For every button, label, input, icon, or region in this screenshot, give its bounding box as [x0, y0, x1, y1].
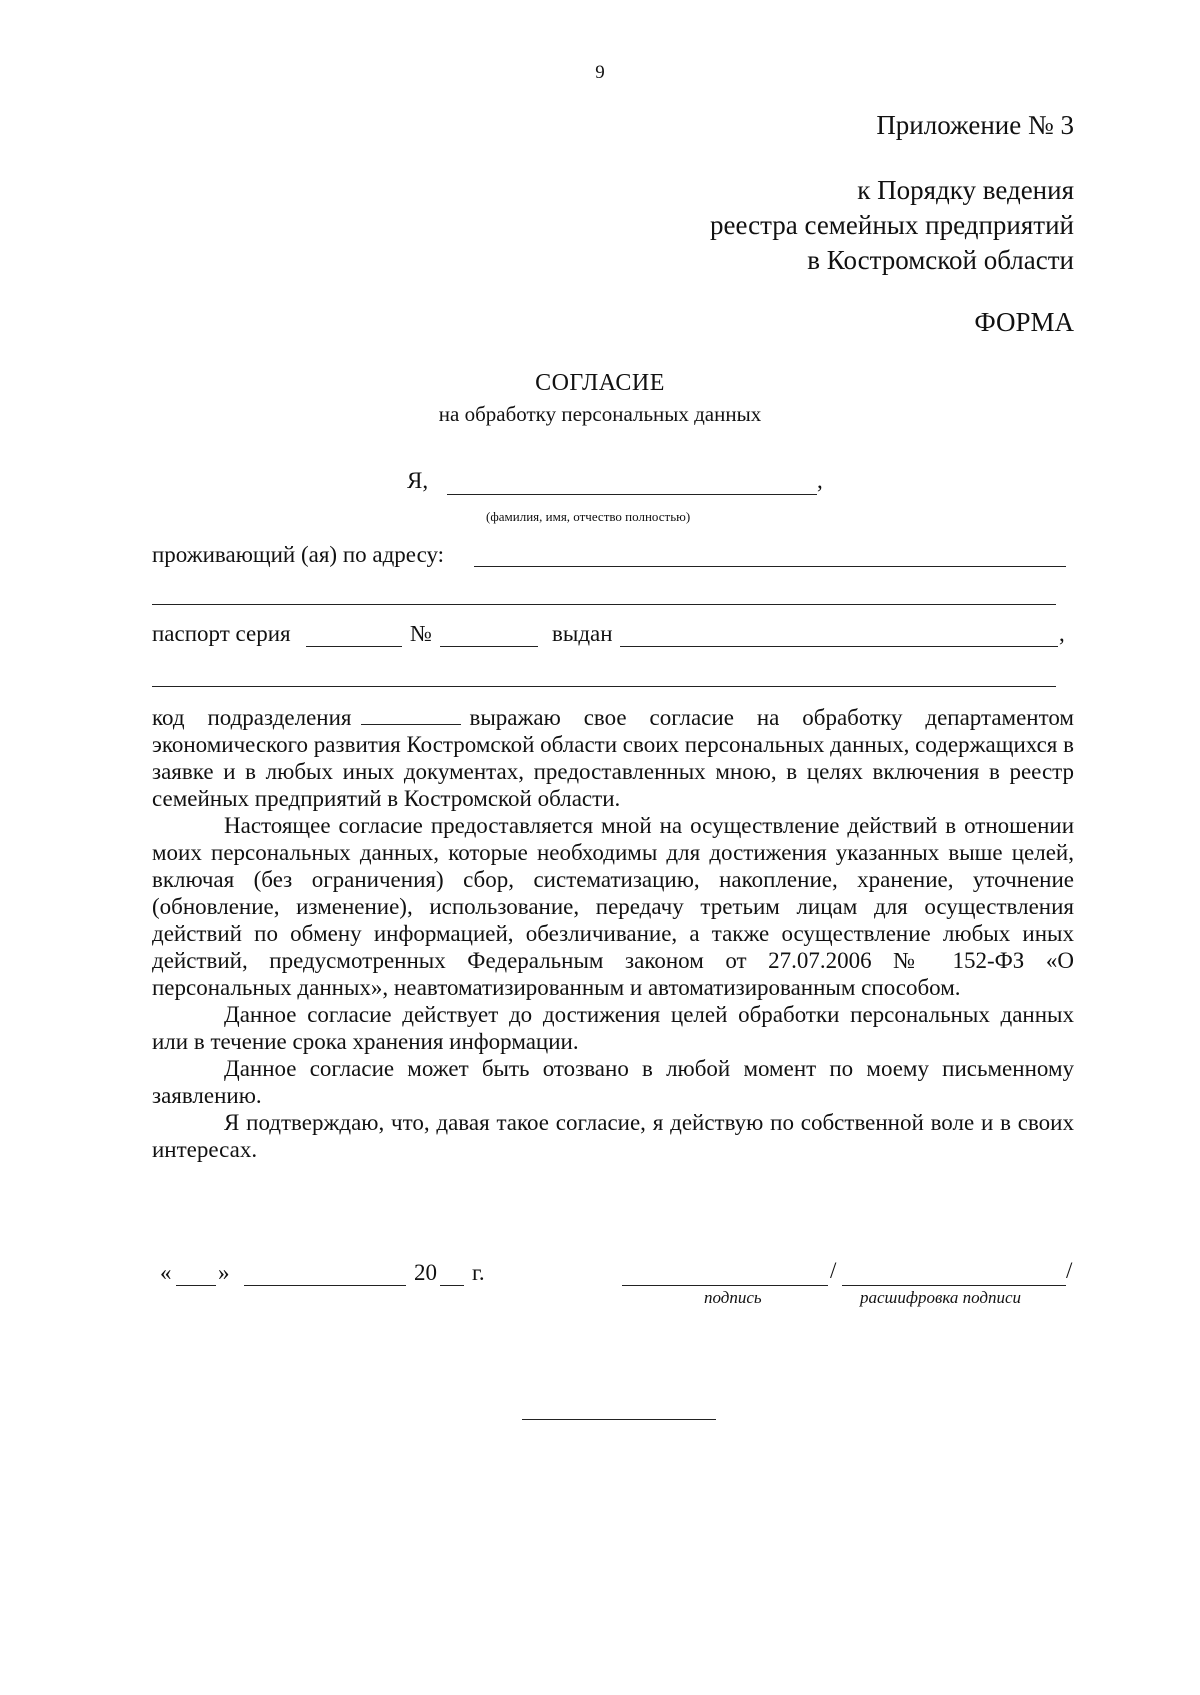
form-label: ФОРМА [974, 307, 1074, 337]
consent-paragraph-5: Я подтверждаю, что, давая такое согласие, я действую по собственной воле и в своих интересах. [152, 1110, 1074, 1162]
passport-issued-by-field[interactable] [620, 646, 1058, 647]
department-code-field[interactable] [361, 723, 461, 725]
consent-paragraph-2: Настоящее согласие предоставляется мной на осуществление действий в отношении моих персональных данных, которые необходимы для достижения указанных выше целей, включая (без ограничения) сбор, систематизацию, накопление, хранение, уточнение (обновление, изменение), использование, передачу третьим лицам для осуществления действий по обмену информацией, обезличивание, а также осуществление любых иных действий, предусмотренных Федеральным законом от 27.07.2006 № 152-ФЗ «О персональных данных», неавтоматизированным и автоматизированным способом. [152, 813, 1074, 1000]
document-subtitle: на обработку персональных данных [438, 402, 762, 426]
signature-decoding-field[interactable] [842, 1285, 1066, 1286]
appendix-reference-line-3: в Костромской области [807, 245, 1074, 275]
signature-field[interactable] [622, 1285, 828, 1286]
consent-paragraph-4: Данное согласие может быть отозвано в любой момент по моему письменному заявлению. [152, 1056, 1074, 1108]
signature-caption: подпись [704, 1288, 762, 1307]
name-prefix: Я, [407, 468, 429, 493]
date-year-suffix: г. [472, 1260, 485, 1285]
address-field-line-1[interactable] [474, 566, 1066, 567]
address-label: проживающий (ая) по адресу: [152, 542, 445, 567]
passport-issued-label: выдан [552, 621, 613, 646]
passport-issued-by-field-line-2[interactable] [152, 686, 1056, 687]
passport-series-field[interactable] [306, 646, 402, 647]
signature-slash: / [830, 1258, 837, 1283]
signature-slash-end: / [1066, 1258, 1073, 1283]
consent-paragraph-1 [152, 704, 1074, 812]
passport-series-label: паспорт серия [152, 621, 291, 646]
passport-number-field[interactable] [440, 646, 538, 647]
address-field-line-2[interactable] [152, 604, 1056, 605]
date-year-prefix: 20 [414, 1260, 437, 1285]
date-close-quote: » [218, 1260, 230, 1285]
passport-suffix: , [1059, 621, 1065, 646]
page-number: 9 [595, 62, 605, 83]
document-title: СОГЛАСИЕ [535, 370, 665, 396]
passport-number-label: № [410, 621, 432, 646]
full-name-field[interactable] [447, 494, 817, 495]
appendix-reference-line-2: реестра семейных предприятий [710, 210, 1074, 240]
department-code-label: код подразделения [152, 705, 352, 730]
name-field-caption: (фамилия, имя, отчество полностью) [486, 509, 691, 524]
consent-paragraph-3: Данное согласие действует до достижения целей обработки персональных данных или в течение срока хранения информации. [152, 1002, 1074, 1054]
consent-paragraph-1-text: выражаю свое согласие на обработку департаментом экономического развития Костромской области своих персональных данных, содержащихся в заявке и в любых иных документах, предоставленных мною, в целях включения в реестр семейных предприятий в Костромской области. [152, 705, 1074, 811]
date-open-quote: « [160, 1260, 172, 1285]
date-day-field[interactable] [176, 1285, 216, 1286]
consent-body [152, 704, 1074, 1163]
appendix-reference-line-1: к Порядку ведения [857, 175, 1074, 205]
name-suffix: , [817, 468, 823, 493]
date-year-field[interactable] [440, 1285, 464, 1286]
signature-decoding-caption: расшифровка подписи [860, 1288, 1022, 1307]
closing-divider [522, 1419, 716, 1420]
date-month-field[interactable] [244, 1285, 406, 1286]
appendix-heading: Приложение № 3 [876, 110, 1074, 140]
